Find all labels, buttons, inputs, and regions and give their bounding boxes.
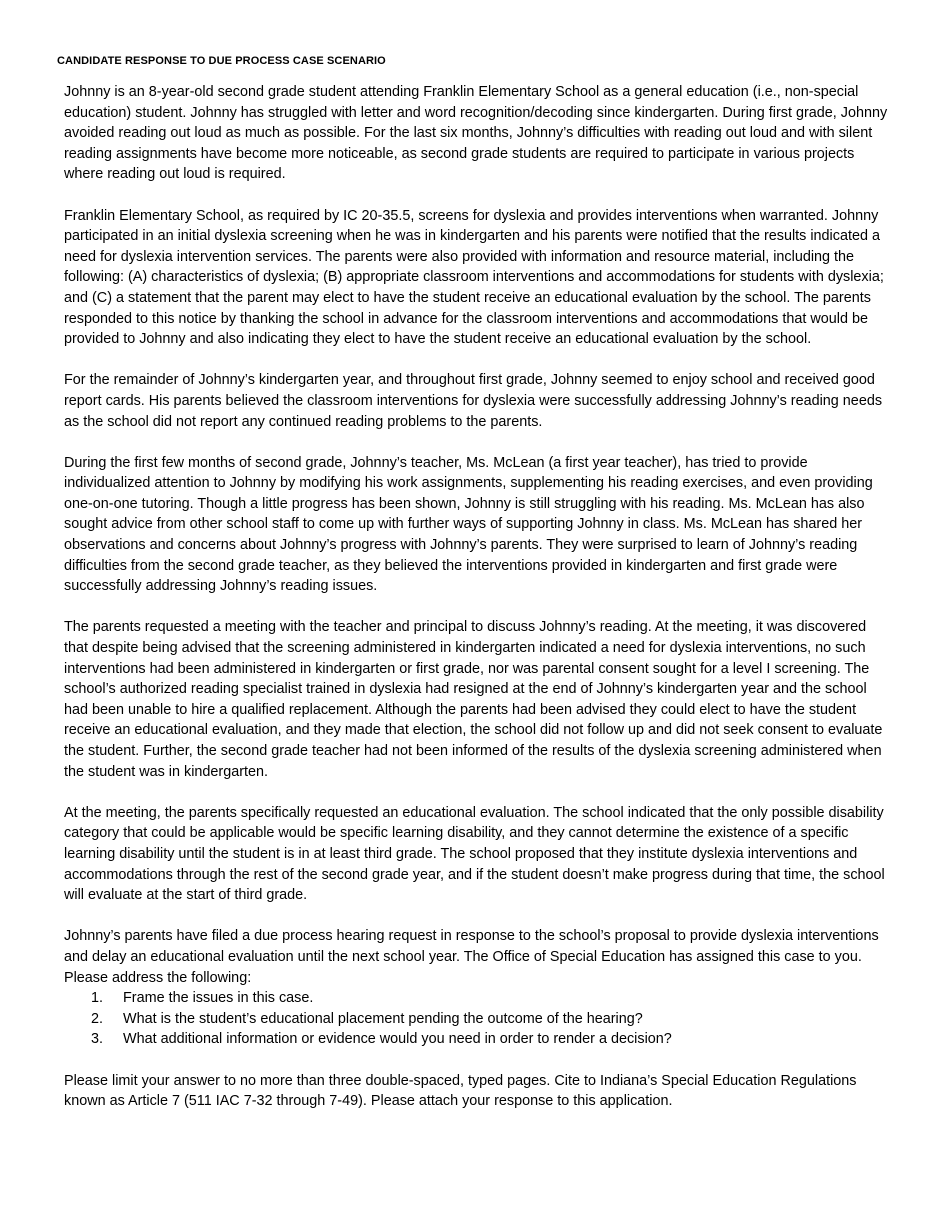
question-text: What is the student’s educational placement pending the outcome of the hearing? (123, 1010, 643, 1027)
document-heading: CANDIDATE RESPONSE TO DUE PROCESS CASE SCENARIO (57, 55, 386, 67)
question-list (64, 988, 894, 1050)
document-body (64, 82, 894, 1132)
closing-instructions: Please limit your answer to no more than three double-spaced, typed pages. Cite to Indiana’s Special Education Regulations known as Article 7 (511 IAC 7-32 through 7-49). Please attach your response to this application. (64, 1072, 857, 1110)
scenario-paragraph-2: Franklin Elementary School, as required by IC 20-35.5, screens for dyslexia and provides interventions when warranted. Johnny participated in an initial dyslexia screening when he was in kindergarten and his parents were notified that the results indicated a need for dyslexia intervention services. The parents were also provided with information and resource material, including the following: (A) characteristics of dyslexia; (B) appropriate classroom interventions and accommodations for students with dyslexia; and (C) a statement that the parent may elect to have the student receive an educational evaluation by the school. The parents responded to this notice by thanking the school in advance for the classroom interventions and accommodations that would be provided to Johnny and also indicating they elect to have the student receive an educational evaluation by the school. (64, 207, 884, 348)
question-number: 1. (91, 990, 104, 1007)
scenario-paragraph-1: Johnny is an 8-year-old second grade student attending Franklin Elementary School as a general education (i.e., non-special education) student. Johnny has struggled with letter and word recognition/decoding since kindergarten. During first grade, Johnny avoided reading out loud as much as possible. For the last six months, Johnny’s difficulties with reading out loud and with silent reading assignments have become more noticeable, as second grade students are required to participate in various projects where reading out loud is required. (64, 84, 888, 183)
task-section (64, 926, 894, 1050)
question-item (64, 988, 894, 1009)
question-number: 2. (91, 1010, 104, 1027)
scenario-paragraph-6: At the meeting, the parents specifically requested an educational evaluation. The school indicated that the only possible disability category that could be applicable would be specific learning disability, and they cannot determine the existence of a specific learning disability until the student is in at least third grade. The school proposed that they institute dyslexia interventions and accommodations through the rest of the second grade year, and if the student doesn’t make progress during that time, the school will evaluate at the start of third grade. (64, 804, 885, 904)
scenario-paragraph-3: For the remainder of Johnny’s kindergarten year, and throughout first grade, Johnny seemed to enjoy school and received good report cards. His parents believed the classroom interventions for dyslexia were successfully addressing Johnny’s reading needs as the school did not report any continued reading problems to the parents. (64, 372, 883, 430)
question-item (64, 1029, 894, 1050)
question-text: What additional information or evidence would you need in order to render a decision? (123, 1031, 672, 1048)
question-item (64, 1009, 894, 1030)
question-text: Frame the issues in this case. (123, 990, 314, 1007)
scenario-paragraph-4: During the first few months of second grade, Johnny’s teacher, Ms. McLean (a first year teacher), has tried to provide individualized attention to Johnny by modifying his work assignments, supplementing his reading exercises, and even providing one-on-one tutoring. Though a little progress has been shown, Johnny is still struggling with his reading. Ms. McLean has also sought advice from other school staff to come up with further ways of supporting Johnny in class. Ms. McLean has shared her observations and concerns about Johnny’s progress with Johnny’s parents. They were surprised to learn of Johnny’s reading difficulties from the second grade teacher, as they believed the interventions provided in kindergarten and first grade were successfully addressing Johnny’s reading issues. (64, 454, 873, 595)
scenario-paragraph-5: The parents requested a meeting with the teacher and principal to discuss Johnny’s reading. At the meeting, it was discovered that despite being advised that the screening administered in kindergarten indicated a need for dyslexia interventions, no such interventions had been administered in kindergarten or first grade, nor was parental consent sought for a level I screening. The school’s authorized reading specialist trained in dyslexia had resigned at the end of Johnny’s kindergarten year and the school had been unable to hire a qualified replacement. Although the parents had been advised they could elect to have the student receive an educational evaluation, and they made that election, the school did not follow up and did not seek consent to evaluate the student. Further, the second grade teacher had not been informed of the results of the dyslexia screening administered when the student was in kindergarten. (64, 619, 883, 780)
task-intro: Johnny’s parents have filed a due process hearing request in response to the school’s proposal to provide dyslexia interventions and delay an educational evaluation until the next school year. The Office of Special Education has assigned this case to you. Please address the following: (64, 928, 879, 986)
question-number: 3. (91, 1031, 104, 1048)
